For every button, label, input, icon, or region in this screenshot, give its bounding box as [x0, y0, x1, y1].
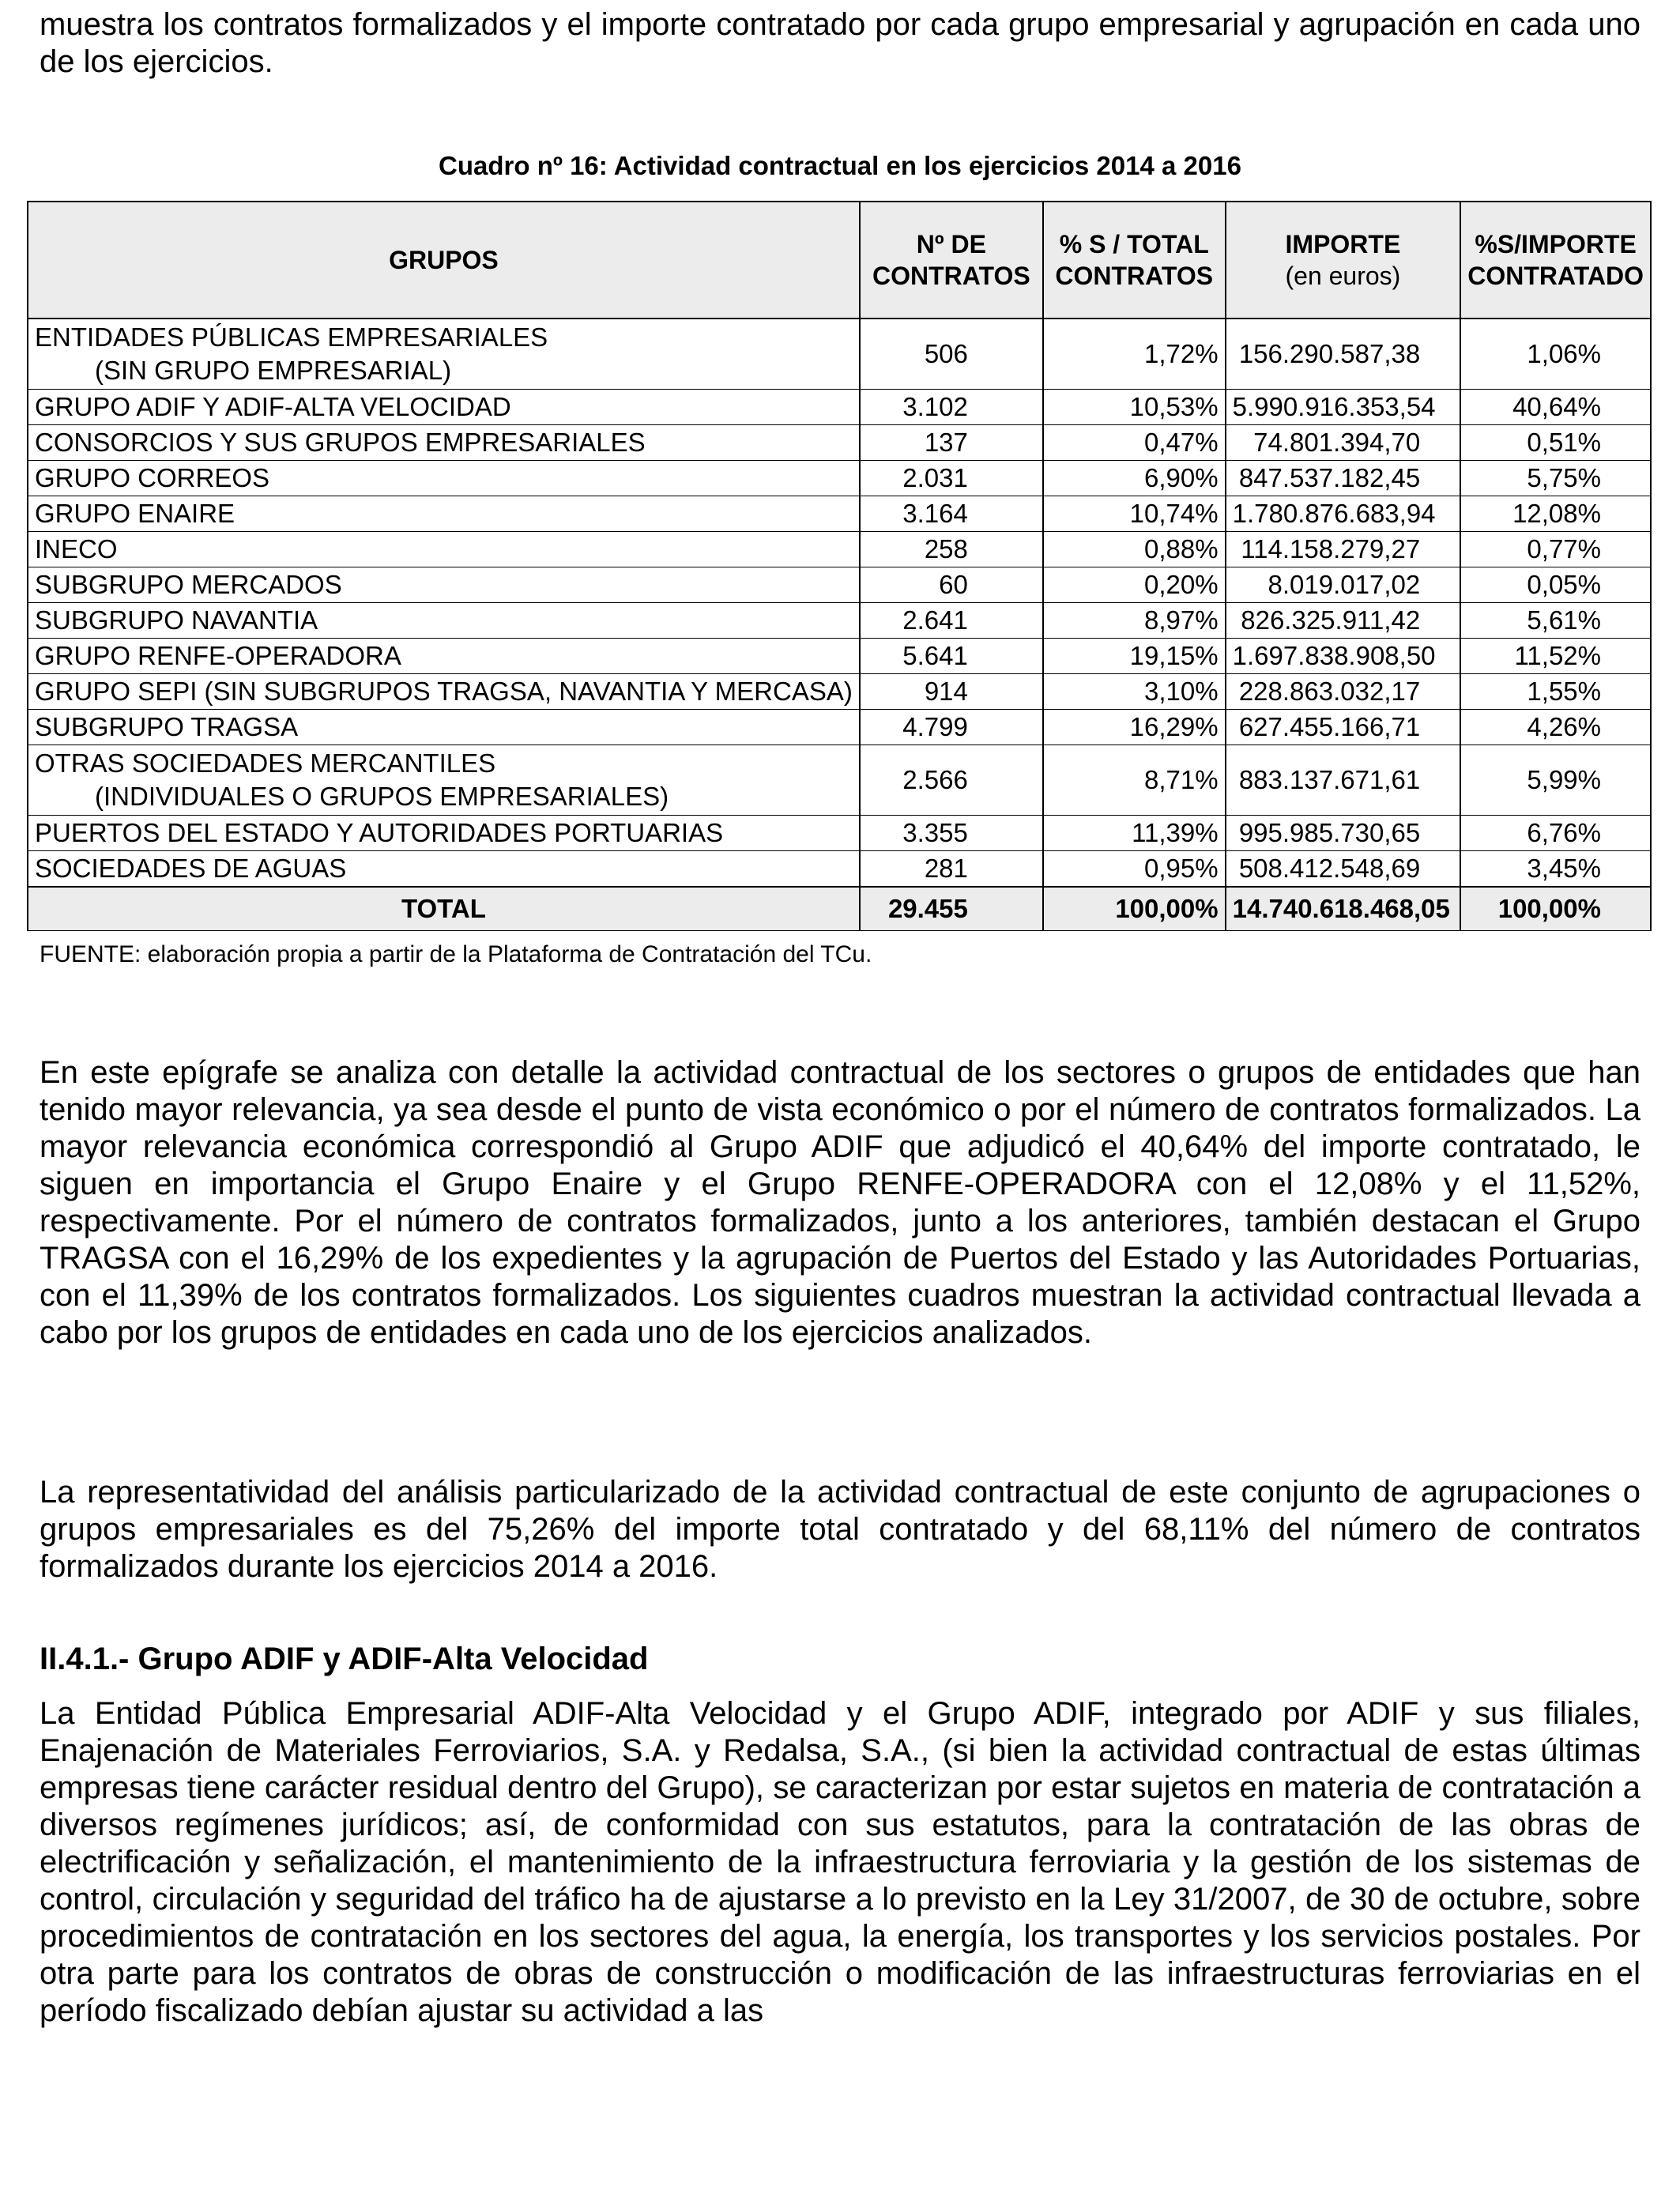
cell-pct-contratos: 19,15%: [1043, 639, 1226, 674]
header-pct-importe-line1: %S/IMPORTE: [1475, 230, 1637, 258]
cell-importe: 627.455.166,71: [1226, 710, 1461, 745]
table-row: [28, 567, 1651, 603]
cell-pct-importe: 11,52%: [1460, 639, 1651, 674]
cell-contratos: 258: [860, 532, 1043, 567]
cell-pct-importe: 4,26%: [1460, 710, 1651, 745]
table-header-row: [28, 202, 1651, 319]
cell-grupo-line1: OTRAS SOCIEDADES MERCANTILES: [35, 748, 496, 778]
cell-pct-contratos: 0,20%: [1043, 567, 1226, 603]
cell-contratos: 60: [860, 567, 1043, 603]
cell-grupo: PUERTOS DEL ESTADO Y AUTORIDADES PORTUARIAS: [28, 816, 860, 851]
total-label: TOTAL: [28, 887, 860, 931]
cell-pct-contratos: 10,53%: [1043, 390, 1226, 425]
table-row: [28, 745, 1651, 816]
cell-pct-importe: 1,55%: [1460, 674, 1651, 710]
cell-contratos: 914: [860, 674, 1043, 710]
table-row: [28, 851, 1651, 888]
header-contratos: [860, 202, 1043, 319]
cell-pct-importe: 0,77%: [1460, 532, 1651, 567]
cell-grupo: CONSORCIOS Y SUS GRUPOS EMPRESARIALES: [28, 425, 860, 461]
cell-contratos: 4.799: [860, 710, 1043, 745]
cell-grupo: SUBGRUPO NAVANTIA: [28, 603, 860, 639]
cell-pct-importe: 0,51%: [1460, 425, 1651, 461]
header-importe: [1226, 202, 1461, 319]
table-total-row: [28, 887, 1651, 931]
cell-contratos: 281: [860, 851, 1043, 888]
cell-contratos: 3.102: [860, 390, 1043, 425]
table-row: [28, 390, 1651, 425]
cell-importe: 8.019.017,02: [1226, 567, 1461, 603]
cell-importe: 826.325.911,42: [1226, 603, 1461, 639]
table-row: [28, 532, 1651, 567]
table-row: [28, 710, 1651, 745]
cell-grupo: [28, 745, 860, 816]
total-importe: 14.740.618.468,05: [1226, 887, 1461, 931]
table-row: [28, 496, 1651, 532]
table-source-note: FUENTE: elaboración propia a partir de la Plataforma de Contratación del TCu.: [40, 941, 872, 967]
header-pct-contratos: [1043, 202, 1226, 319]
total-pct-contratos: 100,00%: [1043, 887, 1226, 931]
total-pct-importe: 100,00%: [1460, 887, 1651, 931]
section-heading: II.4.1.- Grupo ADIF y ADIF-Alta Velocidad: [40, 1642, 649, 1676]
cell-contratos: 2.031: [860, 461, 1043, 496]
cell-pct-importe: 40,64%: [1460, 390, 1651, 425]
header-contratos-line1: Nº DE: [916, 230, 986, 258]
cell-pct-contratos: 0,47%: [1043, 425, 1226, 461]
cell-pct-contratos: 6,90%: [1043, 461, 1226, 496]
cell-pct-importe: 5,61%: [1460, 603, 1651, 639]
total-contratos: 29.455: [860, 887, 1043, 931]
cell-contratos: 137: [860, 425, 1043, 461]
cell-pct-importe: 12,08%: [1460, 496, 1651, 532]
cell-importe: 1.697.838.908,50: [1226, 639, 1461, 674]
cell-pct-contratos: 3,10%: [1043, 674, 1226, 710]
cell-grupo: INECO: [28, 532, 860, 567]
cell-pct-importe: 1,06%: [1460, 319, 1651, 390]
representativity-paragraph: La representatividad del análisis particularizado de la actividad contractual de este conjunto de agrupaciones o grupos empresariales es del 75,26% del importe total contratado y del 68,11% del número de contratos formalizados durante los ejercicios 2014 a 2016.: [40, 1475, 1640, 1584]
cell-importe: 847.537.182,45: [1226, 461, 1461, 496]
table-row: [28, 603, 1651, 639]
cell-pct-contratos: 8,71%: [1043, 745, 1226, 816]
cell-pct-contratos: 8,97%: [1043, 603, 1226, 639]
cell-contratos: 3.164: [860, 496, 1043, 532]
analysis-paragraph: En este epígrafe se analiza con detalle la actividad contractual de los sectores o grupos de entidades que han tenido mayor relevancia, ya sea desde el punto de vista económico o por el número de contratos formalizados. La mayor relevancia económica correspondió al Grupo ADIF que adjudicó el 40,64% del importe contratado, le siguen en importancia el Grupo Enaire y el Grupo RENFE-OPERADORA con el 12,08% y el 11,52%, respectivamente. Por el número de contratos formalizados, junto a los anteriores, también destacan el Grupo TRAGSA con el 16,29% de los expedientes y la agrupación de Puertos del Estado y las Autoridades Portuarias, con el 11,39% de los contratos formalizados. Los siguientes cuadros muestran la actividad contractual llevada a cabo por los grupos de entidades en cada uno de los ejercicios analizados.: [40, 1055, 1640, 1350]
header-pct-importe-line2: CONTRATADO: [1467, 262, 1644, 290]
header-importe-line2: (en euros): [1285, 262, 1401, 290]
cell-contratos: 5.641: [860, 639, 1043, 674]
header-importe-line1: IMPORTE: [1285, 230, 1401, 258]
cell-grupo: SOCIEDADES DE AGUAS: [28, 851, 860, 888]
cell-contratos: 3.355: [860, 816, 1043, 851]
cell-importe: 114.158.279,27: [1226, 532, 1461, 567]
header-pct-contratos-line1: % S / TOTAL: [1059, 230, 1209, 258]
header-grupos: GRUPOS: [28, 202, 860, 319]
cell-pct-importe: 6,76%: [1460, 816, 1651, 851]
cell-importe: 508.412.548,69: [1226, 851, 1461, 888]
cell-pct-contratos: 0,95%: [1043, 851, 1226, 888]
table-row: [28, 816, 1651, 851]
cell-importe: 228.863.032,17: [1226, 674, 1461, 710]
cell-contratos: 2.641: [860, 603, 1043, 639]
cell-pct-contratos: 0,88%: [1043, 532, 1226, 567]
cell-grupo-line1: ENTIDADES PÚBLICAS EMPRESARIALES: [35, 322, 548, 352]
adif-paragraph: La Entidad Pública Empresarial ADIF-Alta Velocidad y el Grupo ADIF, integrado por ADIF y sus filiales, Enajenación de Materiales Ferroviarios, S.A. y Redalsa, S.A., (si bien la actividad contractual de estas últimas empresas tiene carácter residual dentro del Grupo), se caracterizan por estar sujetos en materia de contratación a diversos regímenes jurídicos; así, de conformidad con sus estatutos, para la contratación de las obras de electrificación y señalización, el mantenimiento de la infraestructura ferroviaria y la gestión de los sistemas de control, circulación y seguridad del tráfico ha de ajustarse a lo previsto en la Ley 31/2007, de 30 de octubre, sobre procedimientos de contratación en los sectores del agua, la energía, los transportes y los servicios postales. Por otra parte para los contratos de obras de construcción o modificación de las infraestructuras ferroviarias en el período fiscalizado debían ajustar su actividad a las: [40, 1696, 1640, 2028]
cell-importe: 74.801.394,70: [1226, 425, 1461, 461]
cell-pct-contratos: 16,29%: [1043, 710, 1226, 745]
header-contratos-line2: CONTRATOS: [872, 262, 1030, 290]
table-row: [28, 461, 1651, 496]
cell-grupo: GRUPO SEPI (SIN SUBGRUPOS TRAGSA, NAVANTIA Y MERCASA): [28, 674, 860, 710]
cell-grupo-line2: (INDIVIDUALES O GRUPOS EMPRESARIALES): [95, 782, 669, 811]
cell-pct-importe: 0,05%: [1460, 567, 1651, 603]
cell-pct-contratos: 1,72%: [1043, 319, 1226, 390]
cell-importe: 995.985.730,65: [1226, 816, 1461, 851]
cell-importe: 156.290.587,38: [1226, 319, 1461, 390]
table-row: [28, 319, 1651, 390]
cell-pct-contratos: 11,39%: [1043, 816, 1226, 851]
cell-grupo-line2: (SIN GRUPO EMPRESARIAL): [95, 356, 452, 385]
cell-grupo: SUBGRUPO TRAGSA: [28, 710, 860, 745]
cell-importe: 5.990.916.353,54: [1226, 390, 1461, 425]
contract-activity-table: [27, 201, 1652, 931]
cell-contratos: 2.566: [860, 745, 1043, 816]
table-row: [28, 425, 1651, 461]
table-row: [28, 674, 1651, 710]
intro-paragraph: muestra los contratos formalizados y el importe contratado por cada grupo empresarial y agrupación en cada uno de los ejercicios.: [40, 7, 1640, 79]
cell-pct-importe: 5,75%: [1460, 461, 1651, 496]
cell-grupo: [28, 319, 860, 390]
cell-pct-importe: 5,99%: [1460, 745, 1651, 816]
cell-grupo: GRUPO CORREOS: [28, 461, 860, 496]
cell-importe: 1.780.876.683,94: [1226, 496, 1461, 532]
table-row: [28, 639, 1651, 674]
cell-importe: 883.137.671,61: [1226, 745, 1461, 816]
cell-grupo: SUBGRUPO MERCADOS: [28, 567, 860, 603]
header-pct-importe: [1460, 202, 1651, 319]
cell-grupo: GRUPO ENAIRE: [28, 496, 860, 532]
cell-grupo: GRUPO ADIF Y ADIF-ALTA VELOCIDAD: [28, 390, 860, 425]
cell-pct-importe: 3,45%: [1460, 851, 1651, 888]
cell-pct-contratos: 10,74%: [1043, 496, 1226, 532]
cell-contratos: 506: [860, 319, 1043, 390]
cell-grupo: GRUPO RENFE-OPERADORA: [28, 639, 860, 674]
header-pct-contratos-line2: CONTRATOS: [1055, 262, 1214, 290]
table-caption: Cuadro nº 16: Actividad contractual en los ejercicios 2014 a 2016: [439, 151, 1241, 180]
